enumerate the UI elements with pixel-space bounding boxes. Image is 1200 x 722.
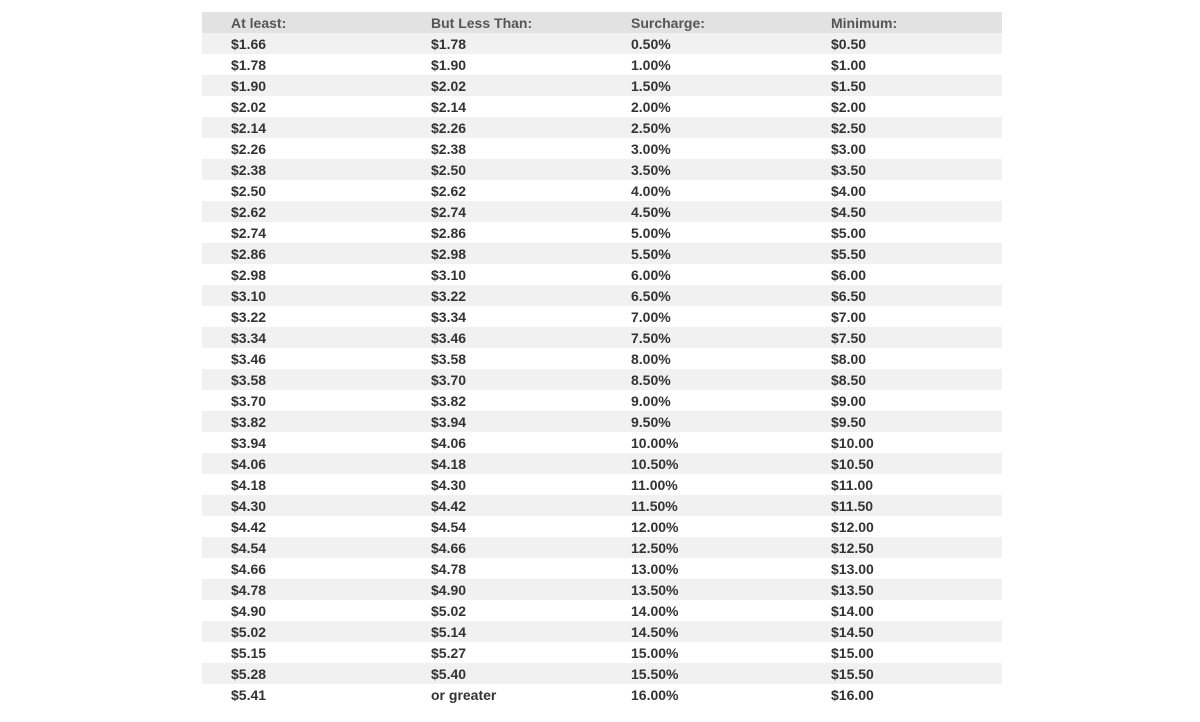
cell-surcharge: 3.50% [631,161,671,178]
cell-minimum: $10.00 [831,434,874,451]
cell-but-less-than: $2.50 [431,161,467,178]
cell-minimum: $12.00 [831,518,874,535]
cell-but-less-than: $4.06 [431,434,467,451]
cell-but-less-than: $2.14 [431,98,467,115]
cell-at-least: $2.50 [231,182,267,199]
cell-minimum: $14.00 [831,602,874,619]
cell-minimum: $12.50 [831,539,874,556]
cell-but-less-than: $4.54 [431,518,467,535]
table-row [202,600,1002,621]
cell-but-less-than: $4.90 [431,581,467,598]
cell-surcharge: 14.50% [631,623,679,640]
cell-at-least: $5.15 [231,644,267,661]
cell-but-less-than: $3.94 [431,413,467,430]
cell-at-least: $1.90 [231,77,267,94]
cell-at-least: $3.22 [231,308,267,325]
cell-but-less-than: $5.40 [431,665,467,682]
cell-minimum: $2.50 [831,119,867,136]
header-surcharge: Surcharge: [631,14,705,31]
table-row [202,621,1002,642]
cell-minimum: $0.50 [831,35,867,52]
cell-but-less-than: $5.02 [431,602,467,619]
cell-at-least: $2.98 [231,266,267,283]
cell-at-least: $2.62 [231,203,267,220]
cell-surcharge: 8.00% [631,350,671,367]
cell-surcharge: 0.50% [631,35,671,52]
table-row [202,96,1002,117]
table-row [202,642,1002,663]
cell-minimum: $5.00 [831,224,867,241]
cell-but-less-than: $2.38 [431,140,467,157]
cell-surcharge: 7.50% [631,329,671,346]
cell-but-less-than: $3.70 [431,371,467,388]
cell-surcharge: 2.00% [631,98,671,115]
header-but-less-than: But Less Than: [431,14,533,31]
table-row [202,201,1002,222]
table-row [202,327,1002,348]
cell-minimum: $1.50 [831,77,867,94]
table-row [202,432,1002,453]
cell-minimum: $4.00 [831,182,867,199]
cell-minimum: $3.00 [831,140,867,157]
table-row [202,369,1002,390]
cell-minimum: $9.50 [831,413,867,430]
cell-surcharge: 9.00% [631,392,671,409]
cell-but-less-than: $3.34 [431,308,467,325]
table-row [202,474,1002,495]
cell-at-least: $2.14 [231,119,267,136]
cell-at-least: $1.66 [231,35,267,52]
cell-minimum: $13.50 [831,581,874,598]
table-row [202,264,1002,285]
cell-surcharge: 7.00% [631,308,671,325]
cell-but-less-than: $4.42 [431,497,467,514]
cell-surcharge: 4.00% [631,182,671,199]
cell-minimum: $16.00 [831,686,874,703]
table-row [202,663,1002,684]
cell-at-least: $4.54 [231,539,267,556]
cell-at-least: $4.30 [231,497,267,514]
cell-but-less-than: $4.78 [431,560,467,577]
cell-minimum: $9.00 [831,392,867,409]
table-body [202,33,1002,705]
cell-at-least: $1.78 [231,56,267,73]
table-row [202,411,1002,432]
cell-but-less-than: $2.26 [431,119,467,136]
surcharge-table [202,12,1002,705]
table-row [202,579,1002,600]
cell-minimum: $11.50 [831,497,874,514]
cell-at-least: $2.38 [231,161,267,178]
table-row [202,306,1002,327]
cell-surcharge: 14.00% [631,602,679,619]
table-row [202,117,1002,138]
cell-surcharge: 10.00% [631,434,679,451]
cell-but-less-than: $2.62 [431,182,467,199]
cell-surcharge: 6.50% [631,287,671,304]
cell-minimum: $8.00 [831,350,867,367]
cell-surcharge: 2.50% [631,119,671,136]
cell-at-least: $2.86 [231,245,267,262]
table-row [202,75,1002,96]
header-at-least: At least: [231,14,287,31]
cell-minimum: $10.50 [831,455,874,472]
cell-at-least: $2.74 [231,224,267,241]
cell-surcharge: 8.50% [631,371,671,388]
cell-but-less-than: $3.10 [431,266,467,283]
cell-at-least: $3.94 [231,434,267,451]
table-row [202,285,1002,306]
cell-minimum: $11.00 [831,476,874,493]
cell-surcharge: 12.00% [631,518,679,535]
cell-but-less-than: $4.66 [431,539,467,556]
cell-but-less-than: or greater [431,686,497,703]
surcharge-table-container [202,12,1002,705]
cell-surcharge: 9.50% [631,413,671,430]
cell-minimum: $1.00 [831,56,867,73]
cell-minimum: $7.00 [831,308,867,325]
cell-minimum: $13.00 [831,560,874,577]
cell-at-least: $3.82 [231,413,267,430]
cell-but-less-than: $3.58 [431,350,467,367]
table-row [202,138,1002,159]
cell-surcharge: 15.00% [631,644,679,661]
table-header [202,12,1002,33]
table-row [202,516,1002,537]
table-row [202,390,1002,411]
cell-surcharge: 5.00% [631,224,671,241]
header-row [202,12,1002,33]
cell-at-least: $5.41 [231,686,267,703]
cell-at-least: $2.26 [231,140,267,157]
cell-but-less-than: $3.46 [431,329,467,346]
table-row [202,159,1002,180]
table-row [202,180,1002,201]
table-row [202,348,1002,369]
cell-surcharge: 3.00% [631,140,671,157]
table-row [202,495,1002,516]
cell-at-least: $3.58 [231,371,267,388]
cell-surcharge: 1.00% [631,56,671,73]
cell-but-less-than: $4.30 [431,476,467,493]
cell-minimum: $2.00 [831,98,867,115]
table-row [202,54,1002,75]
table-row [202,558,1002,579]
cell-minimum: $6.50 [831,287,867,304]
cell-but-less-than: $1.78 [431,35,467,52]
cell-at-least: $3.34 [231,329,267,346]
cell-surcharge: 11.00% [631,476,678,493]
cell-but-less-than: $2.98 [431,245,467,262]
cell-minimum: $3.50 [831,161,867,178]
cell-minimum: $7.50 [831,329,867,346]
cell-at-least: $3.70 [231,392,267,409]
cell-at-least: $4.06 [231,455,267,472]
cell-at-least: $4.42 [231,518,267,535]
cell-surcharge: 4.50% [631,203,671,220]
cell-surcharge: 11.50% [631,497,678,514]
cell-surcharge: 1.50% [631,77,671,94]
table-row [202,453,1002,474]
table-row [202,684,1002,705]
cell-at-least: $3.46 [231,350,267,367]
cell-at-least: $5.28 [231,665,267,682]
table-row [202,537,1002,558]
cell-surcharge: 13.50% [631,581,679,598]
cell-but-less-than: $3.22 [431,287,467,304]
cell-surcharge: 15.50% [631,665,679,682]
cell-minimum: $15.00 [831,644,874,661]
cell-minimum: $14.50 [831,623,874,640]
cell-at-least: $4.18 [231,476,267,493]
cell-but-less-than: $1.90 [431,56,467,73]
cell-surcharge: 13.00% [631,560,679,577]
cell-at-least: $2.02 [231,98,267,115]
cell-minimum: $6.00 [831,266,867,283]
cell-minimum: $4.50 [831,203,867,220]
cell-but-less-than: $2.74 [431,203,467,220]
cell-at-least: $4.66 [231,560,267,577]
cell-minimum: $5.50 [831,245,867,262]
cell-surcharge: 6.00% [631,266,671,283]
cell-minimum: $8.50 [831,371,867,388]
cell-at-least: $4.90 [231,602,267,619]
table-row [202,243,1002,264]
cell-but-less-than: $2.86 [431,224,467,241]
cell-minimum: $15.50 [831,665,874,682]
cell-but-less-than: $4.18 [431,455,467,472]
cell-at-least: $4.78 [231,581,267,598]
cell-surcharge: 5.50% [631,245,671,262]
header-minimum: Minimum: [831,14,898,31]
cell-at-least: $5.02 [231,623,267,640]
cell-surcharge: 10.50% [631,455,679,472]
table-row [202,33,1002,54]
cell-surcharge: 12.50% [631,539,679,556]
cell-but-less-than: $5.27 [431,644,467,661]
cell-but-less-than: $5.14 [431,623,467,640]
cell-but-less-than: $3.82 [431,392,467,409]
table-row [202,222,1002,243]
cell-at-least: $3.10 [231,287,267,304]
cell-surcharge: 16.00% [631,686,679,703]
cell-but-less-than: $2.02 [431,77,467,94]
